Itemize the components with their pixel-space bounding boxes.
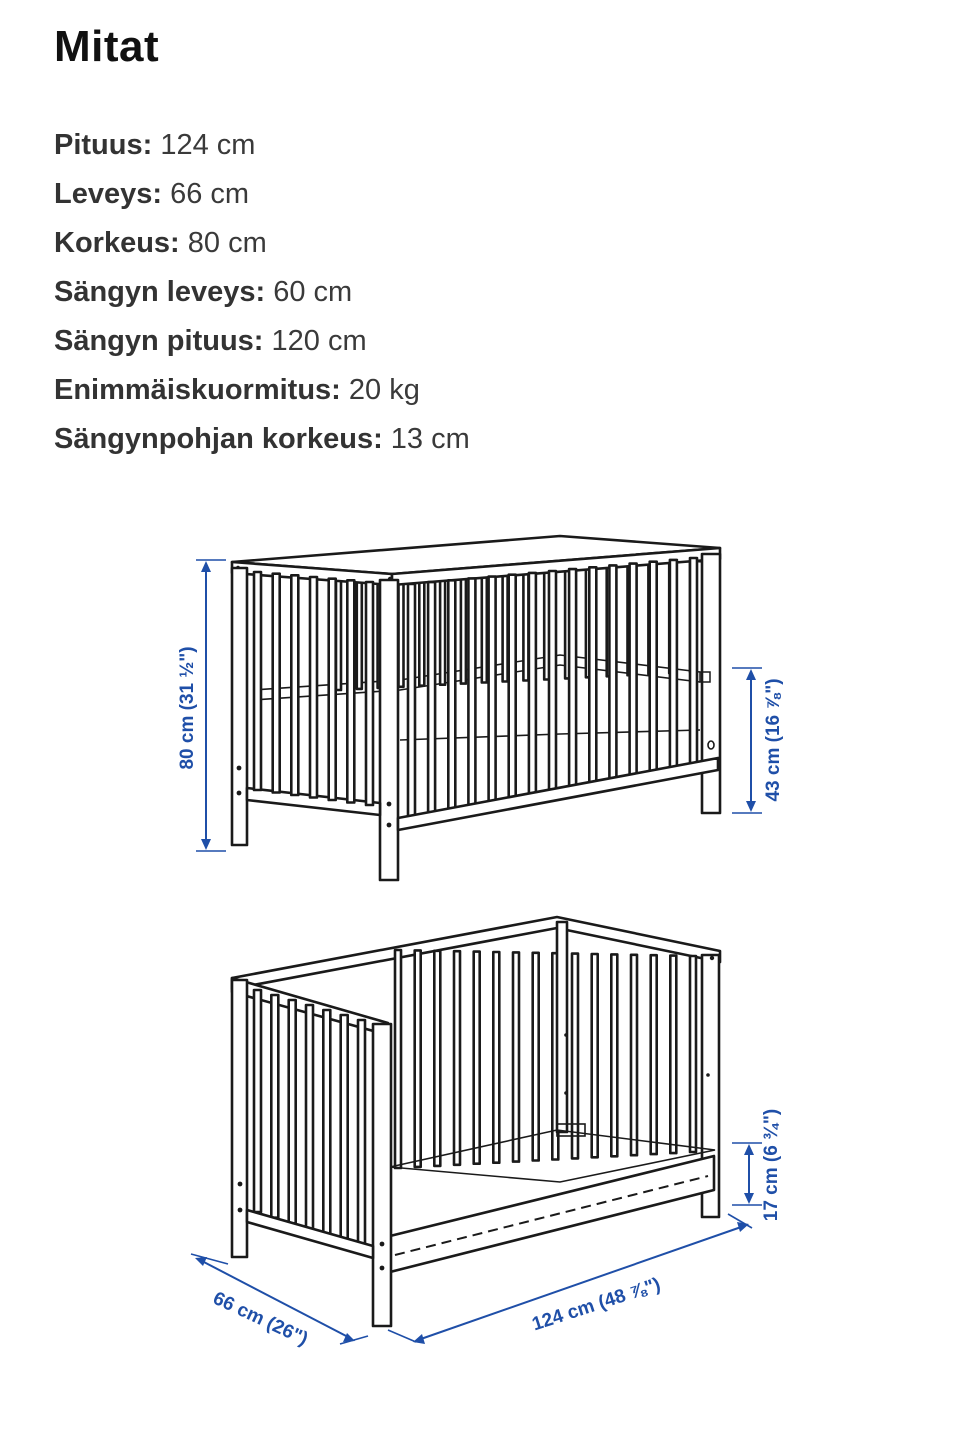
- dimension-label: Sängyn leveys:: [54, 276, 266, 308]
- dimension-value: 20 kg: [348, 374, 420, 406]
- dimension-height-low-base-label: 17 cm (6 ¾"): [761, 1108, 782, 1222]
- dimension-height-high-base: [732, 668, 784, 813]
- dimension-value: 60 cm: [273, 276, 353, 308]
- dimension-height-total: [177, 560, 226, 851]
- dimension-value: 120 cm: [271, 325, 367, 357]
- dimension-value: 124 cm: [160, 129, 256, 161]
- dimension-length-label: 124 cm (48 ⅞"): [529, 1274, 664, 1336]
- dimension-value: 13 cm: [390, 423, 470, 455]
- crib-high-position: [232, 536, 720, 880]
- dimension-label: Sängynpohjan korkeus:: [54, 423, 383, 455]
- dimension-value: 80 cm: [187, 227, 267, 259]
- crib-low-position: [232, 917, 720, 1326]
- dimension-value: 66 cm: [170, 178, 250, 210]
- dimension-width-label: 66 cm (26"): [209, 1287, 311, 1351]
- dimension-height-total-label: 80 cm (31 ½"): [177, 646, 198, 770]
- dimension-label: Enimmäiskuormitus:: [54, 374, 341, 406]
- page-title: Mitat: [54, 22, 160, 71]
- dimension-label: Korkeus:: [54, 227, 180, 259]
- dimension-height-low-base: [732, 1109, 782, 1222]
- dimension-label: Leveys:: [54, 178, 163, 210]
- dimension-label: Sängyn pituus:: [54, 325, 264, 357]
- dimension-label: Pituus:: [54, 129, 153, 161]
- dimension-width: [191, 1254, 368, 1350]
- dimension-height-high-base-label: 43 cm (16 ⅞"): [763, 678, 784, 802]
